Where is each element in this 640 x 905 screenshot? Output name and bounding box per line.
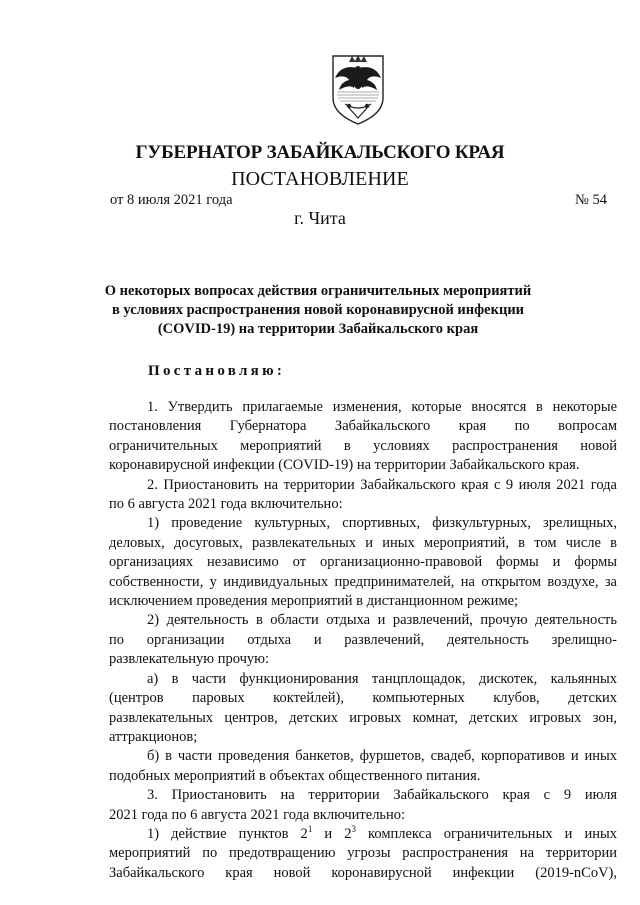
heading-line: в условиях распространения новой коронавирусной инфекции — [111, 302, 525, 318]
text-line: коронавирусной инфекции (COVID-19) на территории Забайкальского края. — [109, 457, 580, 474]
text-line: развлекательных центров, детских игровых комнат, детских игровых зон, — [109, 709, 617, 726]
paragraph — [109, 514, 617, 611]
text-line: б) в части проведения банкетов, фуршетов, свадеб, корпоративов и иных — [147, 748, 617, 765]
heading-line: О некоторых вопросах действия ограничительных мероприятий — [104, 283, 532, 299]
text-line — [109, 825, 617, 844]
issuing-authority: ГУБЕРНАТОР ЗАБАЙКАЛЬСКОГО КРАЯ — [135, 142, 505, 163]
paragraph — [109, 611, 617, 669]
paragraph — [109, 786, 617, 825]
text-line: исключением проведения мероприятий в дистанционном режиме; — [109, 593, 519, 610]
document-heading — [100, 282, 536, 339]
document-date: от 8 июля 2021 года — [110, 192, 233, 208]
text-line: собственности, у индивидуальных предпринимателей, на открытом воздухе, за — [109, 573, 617, 590]
text-line: аттракционов; — [109, 728, 198, 745]
text-line: 1. Утвердить прилагаемые изменения, которые вносятся в некоторые — [147, 399, 617, 415]
document-body — [109, 398, 617, 883]
text-line: Забайкальского края новой коронавирусной инфекции (2019-nCoV), — [109, 864, 617, 881]
paragraph — [109, 747, 617, 786]
text-line: ограничительных мероприятий в условиях распространения новой — [109, 437, 617, 454]
paragraph — [109, 825, 617, 883]
text-line: 1) проведение культурных, спортивных, физкультурных, зрелищных, — [147, 515, 617, 532]
text-line: 2021 года по 6 августа 2021 года включительно: — [109, 806, 406, 823]
text-line: 2. Приостановить на территории Забайкальского края с 9 июля 2021 года — [147, 476, 617, 493]
superscript: 3 — [351, 823, 356, 834]
text-line: (центров паровых коктейлей), компьютерных клубов, детских — [109, 690, 617, 707]
text-line: 2) деятельность в области отдыха и развлечений, прочую деятельность — [147, 612, 617, 629]
text-run: комплекса ограничительных и иных — [355, 825, 617, 842]
document-city: г. Чита — [294, 208, 346, 228]
text-line: а) в части функционирования танцплощадок, дискотек, кальянных — [147, 670, 617, 687]
text-run: и 2 — [312, 825, 352, 842]
text-line: подобных мероприятий в объектах общественного питания. — [109, 767, 481, 784]
text-run: 1) действие пунктов 2 — [147, 825, 308, 842]
document-type: ПОСТАНОВЛЕНИЕ — [231, 168, 409, 190]
text-line: развлекательную прочую: — [109, 651, 270, 668]
text-line: мероприятий по предотвращению угрозы распространения на территории — [109, 845, 617, 862]
text-line: 3. Приостановить на территории Забайкальского края с 9 июля — [147, 787, 617, 804]
superscript: 1 — [307, 823, 313, 834]
text-line: деловых, досуговых, развлекательных и иных мероприятий, в том числе в — [109, 534, 617, 551]
text-line: по 6 августа 2021 года включительно: — [109, 496, 343, 513]
decree-word: Постановляю: — [148, 363, 286, 379]
text-line: организациях независимо от организационно-правовой формы и формы — [109, 554, 617, 571]
paragraph — [109, 476, 617, 515]
text-line: постановления Губернатора Забайкальского края по вопросам — [109, 418, 617, 435]
coat-of-arms-eagle-icon — [327, 52, 389, 130]
text-line: по организации отдыха и развлечений, деятельность зрелищно- — [109, 631, 617, 648]
heading-line: (COVID-19) на территории Забайкальского края — [157, 321, 479, 337]
paragraph — [109, 670, 617, 748]
paragraph — [109, 398, 617, 476]
document-number: № 54 — [575, 192, 607, 208]
